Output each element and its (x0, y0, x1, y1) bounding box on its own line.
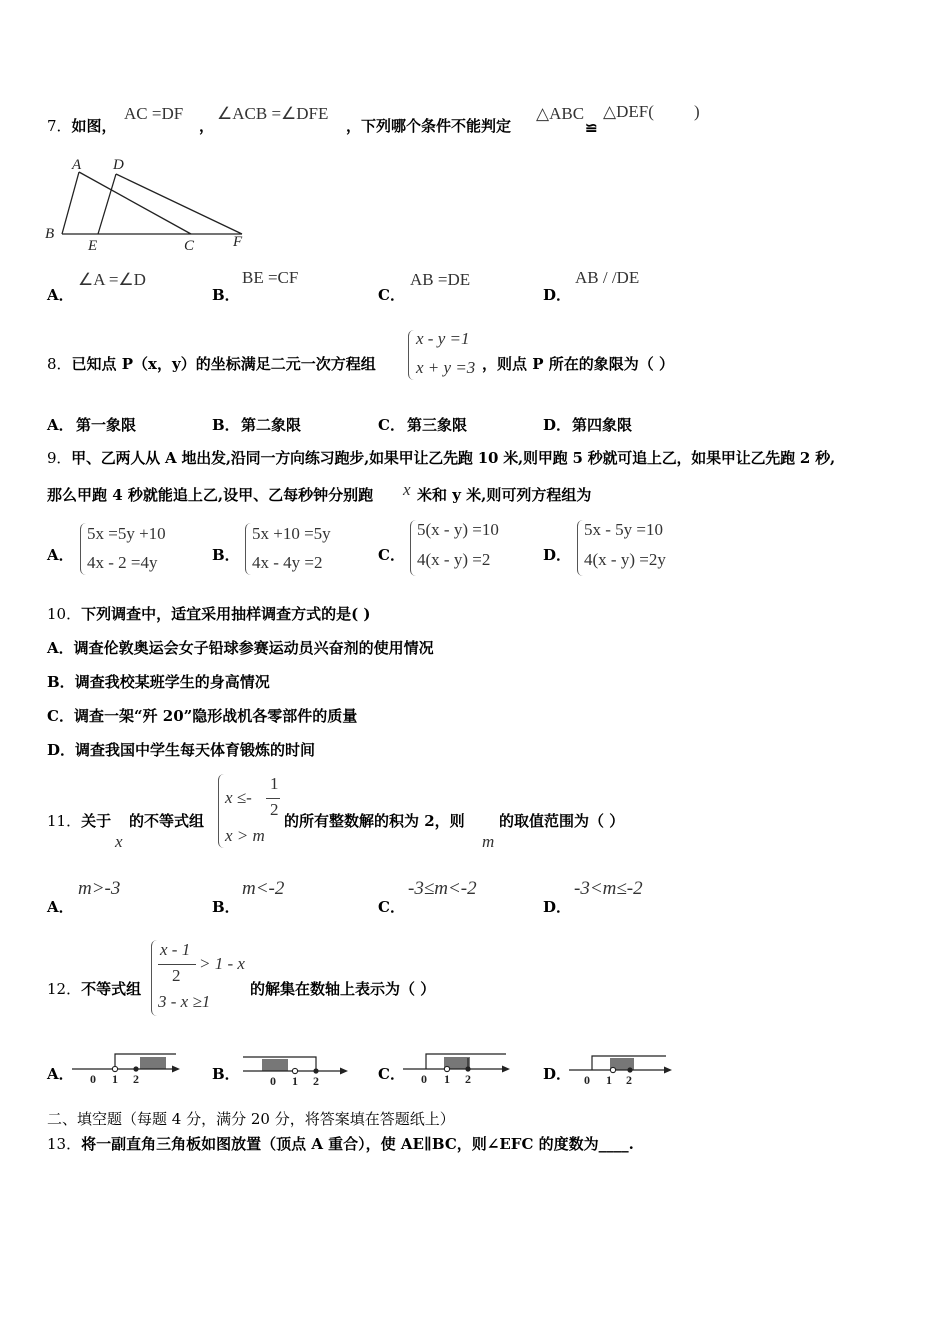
q9-option-d-eq1: 5x - 5y =10 (584, 520, 663, 539)
q7-option-d-label: D． (543, 286, 572, 304)
q7-option-b-math: BE =CF (242, 268, 299, 287)
q11-frac-bar (266, 798, 280, 799)
q9-option-a-eq2: 4x - 2 =4y (87, 553, 158, 572)
q8-system-brace (408, 330, 415, 380)
q9-option-c-eq2: 4(x - y) =2 (417, 550, 491, 569)
q9-option-d-brace (577, 520, 584, 576)
q9-option-a-brace (80, 523, 87, 575)
q10-option-b-label: B． (47, 673, 75, 691)
q11-option-d-math: -3<m≤-2 (574, 878, 643, 899)
q7-option-d-math: AB / /DE (575, 268, 640, 287)
q12-ineq-1-rest: > 1 - x (199, 954, 245, 973)
q9-option-a-eq1: 5x =5y +10 (87, 524, 166, 543)
q9-option-c-label: C． (378, 546, 405, 564)
q10-option-d-text: 调查我国中学生每天体育锻炼的时间 (75, 741, 316, 759)
q8-option-c-text: 第三象限 (407, 416, 468, 434)
q8-equation-2: x + y =3 (416, 358, 476, 377)
q12-option-b-numberline[interactable] (240, 1050, 355, 1086)
q10-option-b (47, 672, 270, 692)
q9-stem-line-2b: 米和 y 米,则可列方程组为 (417, 486, 592, 504)
q7-math-angle: ∠ACB =∠DFE (217, 104, 329, 123)
q12-a-tick-0: 0 (90, 1072, 96, 1086)
q12-c-tick-0: 0 (421, 1072, 427, 1086)
q7-option-a-label: A． (47, 286, 74, 304)
q7-triangle-figure (42, 152, 252, 252)
q9-stem-line-2a: 那么甲跑 4 秒就能追上乙,设甲、乙每秒钟分别跑 (47, 486, 374, 504)
q12-stem-pre-text: 不等式组 (81, 980, 142, 998)
q7-fig-label-e: E (88, 238, 98, 254)
q9-option-d-eq2: 4(x - y) =2y (584, 550, 666, 569)
q10-stem-text: 下列调查中，适宜采用抽样调查方式的是( ) (81, 605, 371, 623)
q12-d-tick-1: 1 (606, 1073, 612, 1087)
q8-stem-text: 已知点 P（x，y）的坐标满足二元一次方程组 (71, 355, 376, 373)
q10-option-b-text: 调查我校某班学生的身高情况 (74, 673, 270, 691)
q12-option-b-label: B． (212, 1065, 240, 1083)
q11-ineq-1: x ≤- (225, 788, 252, 807)
q12-system-brace (151, 940, 158, 1016)
q8-option-b-label: B． (212, 416, 240, 434)
q12-frac-bar (158, 964, 196, 965)
q10-option-c (47, 706, 357, 726)
q12-option-a-label: A． (47, 1065, 74, 1083)
q7-stem-mid: ，下列哪个条件不能判定 (346, 117, 512, 135)
q12-option-c-label: C． (378, 1065, 405, 1083)
q12-option-a-numberline[interactable] (68, 1050, 183, 1086)
q11-system-brace (218, 774, 225, 848)
section-2-title: 二、填空题（每题 4 分，满分 20 分，将答案填在答题纸上） (47, 1110, 455, 1128)
q10-option-d (47, 740, 315, 760)
q7-math-abc: △ABC (536, 104, 585, 123)
q10-option-a (47, 638, 434, 658)
q8-option-b-text: 第二象限 (241, 416, 302, 434)
q8-option-a-text: 第一象限 (76, 416, 137, 434)
q13-number: 13． (47, 1135, 82, 1153)
q7-fig-label-a: A (72, 157, 82, 173)
q12-c-tick-1: 1 (444, 1072, 450, 1086)
q7-option-a-math: ∠A =∠D (78, 270, 146, 289)
q12-frac-den: 2 (172, 966, 181, 985)
q12-ineq-2: 3 - x ≥1 (158, 992, 211, 1011)
q11-variable-m: m (482, 832, 495, 851)
q8-number: 8． (47, 355, 72, 373)
q13-stem (47, 1134, 634, 1154)
q9-option-c-eq1: 5(x - y) =10 (417, 520, 499, 539)
q8-stem (47, 354, 376, 374)
q10-number: 10． (47, 605, 82, 623)
q7-congruent-symbol: ≌ (585, 119, 598, 137)
q11-ineq-2: x > m (225, 826, 265, 845)
q7-comma: ， (199, 117, 215, 135)
q12-stem-post: 的解集在数轴上表示为（ ） (250, 980, 436, 998)
q7-number: 7． (47, 117, 72, 135)
q10-stem (47, 604, 371, 624)
q7-math-ac-df: AC =DF (124, 104, 184, 123)
q12-b-tick-1: 1 (292, 1074, 298, 1088)
q7-fig-label-f: F (233, 234, 243, 250)
q9-stem-line-1 (47, 448, 835, 468)
q8-option-a-label: A． (47, 416, 74, 434)
q11-option-c-label: C． (378, 898, 405, 916)
q7-stem-pre: 如图， (71, 117, 117, 135)
q11-stem-pre (47, 811, 111, 831)
q8-stem-post: ，则点 P 所在的象限为（ ） (482, 355, 674, 373)
q12-stem-pre (47, 979, 141, 999)
q12-frac-num: x - 1 (160, 940, 191, 959)
q12-b-tick-2: 2 (313, 1074, 319, 1088)
q9-stem-text-1: 甲、乙两人从 A 地出发,沿同一方向练习跑步,如果甲让乙先跑 10 米,则甲跑 5 秒就可追上乙，如果甲让乙先跑 2 秒, (71, 449, 836, 467)
q11-stem-mid: 的不等式组 (129, 812, 205, 830)
q13-stem-text: 将一副直角三角板如图放置（顶点 A 重合），使 AE∥BC，则∠EFC 的度数为____. (81, 1135, 634, 1153)
q10-option-c-label: C． (47, 707, 74, 725)
q7-fig-label-c: C (184, 238, 195, 254)
q11-option-b-math: m<-2 (242, 878, 285, 899)
q9-option-d-label: D． (543, 546, 572, 564)
q11-stem-end: 的取值范围为（ ） (499, 812, 625, 830)
q11-option-a-math: m>-3 (78, 878, 121, 899)
q12-d-tick-2: 2 (626, 1073, 632, 1087)
q10-option-d-label: D． (47, 741, 76, 759)
q7-math-def: △DEF( (603, 102, 654, 121)
q8-option-c-label: C． (378, 416, 405, 434)
q11-option-d-label: D． (543, 898, 572, 916)
q8-equation-1: x - y =1 (416, 329, 470, 348)
q11-stem-pre-text: 关于 (81, 812, 112, 830)
q11-stem-post: 的所有整数解的积为 2，则 (284, 812, 465, 830)
q9-option-b-eq2: 4x - 4y =2 (252, 553, 323, 572)
q7-option-b-label: B． (212, 286, 240, 304)
q12-option-d-numberline[interactable] (566, 1050, 681, 1086)
q12-option-d-label: D． (543, 1065, 572, 1083)
q7-close-paren: ) (694, 102, 700, 121)
q11-number: 11． (47, 812, 82, 830)
q11-option-c-math: -3≤m<-2 (408, 878, 477, 899)
q8-option-d-text: 第四象限 (572, 416, 633, 434)
q9-option-c-brace (410, 520, 417, 576)
q11-frac-den: 2 (270, 800, 279, 819)
q7-option-c-math: AB =DE (410, 270, 471, 289)
q7-stem (47, 116, 117, 136)
q9-variable-x: x (403, 480, 411, 499)
q12-a-tick-2: 2 (133, 1072, 139, 1086)
q12-a-tick-1: 1 (112, 1072, 118, 1086)
q10-option-a-text: 调查伦敦奥运会女子铅球参赛运动员兴奋剂的使用情况 (73, 639, 434, 657)
q9-option-b-brace (245, 523, 252, 575)
q7-option-c-label: C． (378, 286, 405, 304)
q12-d-tick-0: 0 (584, 1073, 590, 1087)
q12-b-tick-0: 0 (270, 1074, 276, 1088)
q9-option-b-eq1: 5x +10 =5y (252, 524, 331, 543)
q8-option-d-label: D． (543, 416, 572, 434)
q7-fig-label-b: B (45, 226, 55, 242)
q7-fig-label-d: D (113, 157, 124, 173)
q10-option-a-label: A． (47, 639, 74, 657)
q12-number: 12． (47, 980, 82, 998)
q9-option-b-label: B． (212, 546, 240, 564)
q11-variable-x: x (115, 832, 123, 851)
q12-option-c-numberline[interactable] (400, 1050, 515, 1086)
q9-number: 9． (47, 449, 72, 467)
q11-option-b-label: B． (212, 898, 240, 916)
q11-option-a-label: A． (47, 898, 74, 916)
q9-option-a-label: A． (47, 546, 74, 564)
q12-c-tick-2: 2 (465, 1072, 471, 1086)
q11-frac-num: 1 (270, 774, 279, 793)
q10-option-c-text: 调查一架“歼 20”隐形战机各零部件的质量 (73, 707, 358, 725)
